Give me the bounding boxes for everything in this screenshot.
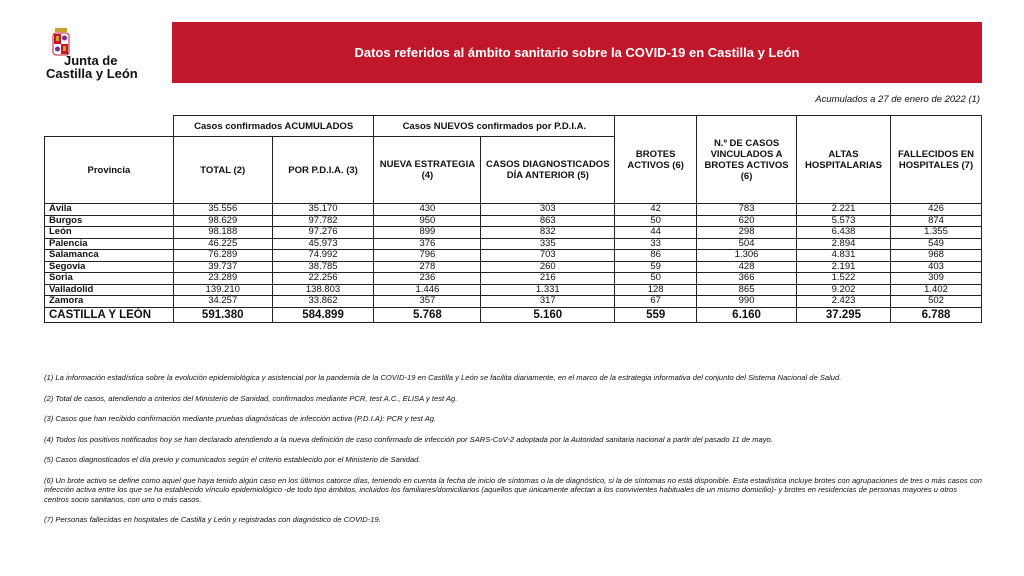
cell-value: 1.331	[481, 284, 615, 296]
cell-value: 76.289	[173, 250, 272, 262]
coat-of-arms-icon	[52, 28, 70, 56]
cell-value: 6.438	[797, 227, 891, 239]
cell-value: 67	[615, 296, 697, 308]
cell-value: 86	[615, 250, 697, 262]
cell-value: 98.629	[173, 215, 272, 227]
cell-value: 549	[890, 238, 981, 250]
table-row	[45, 250, 982, 262]
cell-value: 38.785	[272, 261, 374, 273]
date-subtitle: Acumulados a 27 de enero de 2022 (1)	[815, 94, 980, 105]
header-provincia: Provincia	[45, 137, 174, 204]
cell-value: 504	[697, 238, 797, 250]
cell-value: 50	[615, 215, 697, 227]
footnotes	[44, 373, 982, 536]
cell-value: 796	[374, 250, 481, 262]
cell-value: 1.355	[890, 227, 981, 239]
cell-value: 22.256	[272, 273, 374, 285]
header-blank	[45, 116, 174, 137]
footnote: (2) Total de casos, atendiendo a criterios del Ministerio de Sanidad, confirmados mediante PCR, test A.C., ELISA y test Ag.	[44, 393, 458, 403]
cell-value: 9.202	[797, 284, 891, 296]
cell-total-label: CASTILLA Y LEÓN	[45, 307, 174, 322]
cell-total-value: 5.768	[374, 307, 481, 322]
cell-value: 39.737	[173, 261, 272, 273]
cell-value: 950	[374, 215, 481, 227]
table-row	[45, 273, 982, 285]
cell-value: 216	[481, 273, 615, 285]
cell-value: 428	[697, 261, 797, 273]
cell-value: 832	[481, 227, 615, 239]
logo-text-line2: Castilla y León	[46, 66, 138, 81]
covid-data-table	[44, 115, 982, 323]
cell-value: 1.522	[797, 273, 891, 285]
header-brotes: BROTES ACTIVOS (6)	[615, 116, 697, 204]
header-total: TOTAL (2)	[173, 137, 272, 204]
cell-provincia: León	[45, 227, 174, 239]
cell-value: 1.446	[374, 284, 481, 296]
cell-value: 502	[890, 296, 981, 308]
cell-value: 430	[374, 204, 481, 216]
cell-value: 236	[374, 273, 481, 285]
header-fallecidos: FALLECIDOS EN HOSPITALES (7)	[890, 116, 981, 204]
footnote: (6) Un brote activo se define como aquel que haya tenido algún caso en los últimos catorce días, teniendo en cuenta la fecha de inicio de síntomas o la de diagnóstico, si la de síntomas no está disponible. Esta estadística incluye brotes con agrupaciones de tres o más casos con infección activa entre los que se ha establecido vínculo epidemiológico -de todo tipo ámbitos, incluidos los familiares/domiciliarios (aquellos que únicamente afectan a los convivientes habituales de un mismo domicilio)- y brotes en residencias de personas mayores u otros centros socio sanitarios, con uno o más casos.	[44, 475, 982, 504]
cell-value: 2.423	[797, 296, 891, 308]
table-row	[45, 284, 982, 296]
cell-value: 874	[890, 215, 981, 227]
cell-value: 45.973	[272, 238, 374, 250]
cell-total-value: 591.380	[173, 307, 272, 322]
cell-value: 260	[481, 261, 615, 273]
junta-logo	[40, 24, 160, 84]
footnote: (5) Casos diagnosticados el día previo y comunicados según el criterio establecido por el Ministerio de Sanidad.	[44, 455, 421, 464]
header-altas: ALTAS HOSPITALARIAS	[797, 116, 891, 204]
cell-value: 2.191	[797, 261, 891, 273]
header-vinculados: N.º DE CASOS VINCULADOS A BROTES ACTIVOS (6)	[697, 116, 797, 204]
cell-provincia: Palencia	[45, 238, 174, 250]
cell-value: 5.573	[797, 215, 891, 227]
cell-value: 403	[890, 261, 981, 273]
cell-value: 33.862	[272, 296, 374, 308]
group-header-nuevos: Casos NUEVOS confirmados por P.D.I.A.	[374, 116, 615, 137]
cell-value: 34.257	[173, 296, 272, 308]
cell-total-value: 6.160	[697, 307, 797, 322]
footnote: (4) Todos los positivos notificados hoy se han declarado atendiendo a la nueva definición de caso confirmado de infección por SARS-CoV-2 adoptada por la Autoridad sanitaria nacional a partir del pasado 11 de mayo.	[44, 434, 773, 444]
cell-value: 1.402	[890, 284, 981, 296]
cell-value: 139.210	[173, 284, 272, 296]
cell-value: 863	[481, 215, 615, 227]
page-title: Datos referidos al ámbito sanitario sobre la COVID-19 en Castilla y León	[354, 45, 800, 60]
footnote: (3) Casos que han recibido confirmación mediante pruebas diagnósticas de infección activa (P.D.I.A): PCR y test Ag.	[44, 414, 437, 423]
cell-value: 298	[697, 227, 797, 239]
cell-provincia: Zamora	[45, 296, 174, 308]
cell-total-value: 37.295	[797, 307, 891, 322]
cell-value: 74.992	[272, 250, 374, 262]
cell-value: 4.831	[797, 250, 891, 262]
table-total-row	[45, 307, 982, 322]
cell-value: 899	[374, 227, 481, 239]
group-header-acumulados: Casos confirmados ACUMULADOS	[173, 116, 374, 137]
cell-value: 128	[615, 284, 697, 296]
cell-value: 46.225	[173, 238, 272, 250]
cell-provincia: Segovia	[45, 261, 174, 273]
cell-value: 703	[481, 250, 615, 262]
cell-total-value: 6.788	[890, 307, 981, 322]
cell-total-value: 584.899	[272, 307, 374, 322]
table-row	[45, 204, 982, 216]
logo-text-line1: Junta de	[64, 53, 118, 68]
cell-total-value: 559	[615, 307, 697, 322]
cell-value: 44	[615, 227, 697, 239]
cell-provincia: Burgos	[45, 215, 174, 227]
cell-value: 335	[481, 238, 615, 250]
cell-value: 426	[890, 204, 981, 216]
cell-provincia: Valladolid	[45, 284, 174, 296]
footnote: (1) La información estadística sobre la evolución epidemiológica y asistencial por la pandemia de la COVID-19 en Castilla y León se facilita diariamente, en el marco de la estrategia informativa del conjunto del Sistema Nacional de Salud.	[44, 373, 842, 382]
cell-value: 309	[890, 273, 981, 285]
cell-value: 376	[374, 238, 481, 250]
cell-value: 59	[615, 261, 697, 273]
cell-value: 138.803	[272, 284, 374, 296]
header-diagnosticados: CASOS DIAGNOSTICADOS DÍA ANTERIOR (5)	[481, 137, 615, 204]
cell-value: 968	[890, 250, 981, 262]
table-row	[45, 238, 982, 250]
cell-value: 357	[374, 296, 481, 308]
cell-value: 42	[615, 204, 697, 216]
table-row	[45, 261, 982, 273]
cell-value: 620	[697, 215, 797, 227]
table-row	[45, 296, 982, 308]
header-pdia: POR P.D.I.A. (3)	[272, 137, 374, 204]
footnote: (7) Personas fallecidas en hospitales de Castilla y León y registradas con diagnóstico de COVID-19.	[44, 515, 381, 524]
page-title-banner	[172, 22, 982, 83]
cell-value: 97.782	[272, 215, 374, 227]
cell-value: 2.221	[797, 204, 891, 216]
cell-value: 1.306	[697, 250, 797, 262]
cell-value: 2.894	[797, 238, 891, 250]
cell-value: 317	[481, 296, 615, 308]
cell-value: 990	[697, 296, 797, 308]
cell-value: 23.289	[173, 273, 272, 285]
cell-value: 278	[374, 261, 481, 273]
cell-value: 783	[697, 204, 797, 216]
cell-value: 98.188	[173, 227, 272, 239]
cell-value: 366	[697, 273, 797, 285]
cell-value: 50	[615, 273, 697, 285]
cell-value: 35.170	[272, 204, 374, 216]
table-row	[45, 215, 982, 227]
cell-value: 33	[615, 238, 697, 250]
cell-provincia: Salamanca	[45, 250, 174, 262]
cell-provincia: Soria	[45, 273, 174, 285]
table-row	[45, 227, 982, 239]
cell-value: 97.276	[272, 227, 374, 239]
cell-value: 35.556	[173, 204, 272, 216]
cell-value: 865	[697, 284, 797, 296]
cell-total-value: 5.160	[481, 307, 615, 322]
header-nueva-estrategia: NUEVA ESTRATEGIA (4)	[374, 137, 481, 204]
cell-value: 303	[481, 204, 615, 216]
cell-provincia: Ávila	[45, 204, 174, 216]
